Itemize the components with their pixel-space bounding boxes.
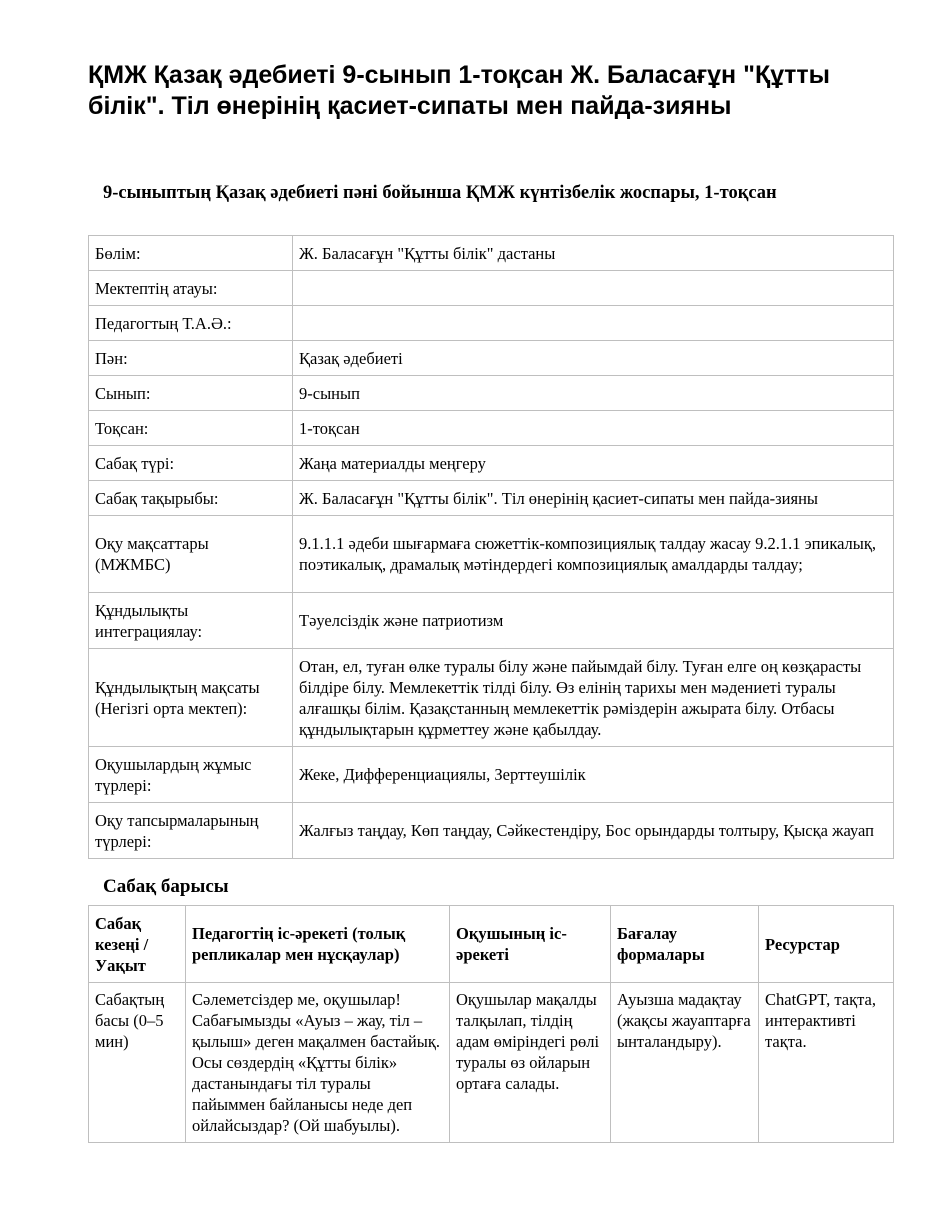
info-label: Құндылықтың мақсаты (Негізгі орта мектеп): [89, 649, 293, 747]
lesson-header-row [89, 906, 894, 983]
info-row-section [89, 236, 894, 271]
info-row-lesson-topic [89, 481, 894, 516]
info-row-teacher [89, 306, 894, 341]
lesson-row [89, 983, 894, 1143]
info-label: Бөлім: [89, 236, 293, 271]
info-row-school [89, 271, 894, 306]
info-value [293, 271, 894, 306]
info-value: 9-сынып [293, 376, 894, 411]
info-label: Оқушылардың жұмыс түрлері: [89, 747, 293, 803]
info-label: Оқу мақсаттары (МЖМБС) [89, 516, 293, 593]
info-row-task-types [89, 803, 894, 859]
lesson-stage-cell: Сабақтың басы (0–5 мин) [89, 983, 186, 1143]
info-value: Тәуелсіздік және патриотизм [293, 593, 894, 649]
lesson-progress-table [88, 905, 894, 1143]
info-value [293, 306, 894, 341]
resources-cell: ChatGPT, тақта, интерактивті тақта. [759, 983, 894, 1143]
info-label: Пән: [89, 341, 293, 376]
info-row-lesson-type [89, 446, 894, 481]
info-row-value-integration [89, 593, 894, 649]
info-value: Жалғыз таңдау, Көп таңдау, Сәйкестендіру, Бос орындарды толтыру, Қысқа жауап [293, 803, 894, 859]
info-label: Мектептің атауы: [89, 271, 293, 306]
info-label: Құндылықты интеграциялау: [89, 593, 293, 649]
column-header-student-activity: Оқушының іс-әрекеті [450, 906, 611, 983]
info-row-quarter [89, 411, 894, 446]
info-value: 9.1.1.1 әдеби шығармаға сюжеттік-композициялық талдау жасау 9.2.1.1 эпикалық, поэтикалық, драмалық мәтіндердегі композициялық амалдарды талдау; [293, 516, 894, 593]
info-value: Отан, ел, туған өлке туралы білу және пайымдай білу. Туған елге оң көзқарасты білдіре білу. Мемлекеттік тілді білу. Өз елінің тарихы мен мәдениеті туралы алғашқы білім. Қазақстанның мемлекеттік рәміздерін ажырата білу. Отбасы құндылықтарын құрметтеу және қабылдау. [293, 649, 894, 747]
info-value: Ж. Баласағұн "Құтты білік" дастаны [293, 236, 894, 271]
column-header-resources: Ресурстар [759, 906, 894, 983]
teacher-activity-cell: Сәлеметсіздер ме, оқушылар! Сабағымызды «Ауыз – жау, тіл – қылыш» деген мақалмен бастайық. Осы сөздердің «Құтты білік» дастанындағы тіл туралы пайыммен байланысы неде деп ойлайсыздар? (Ой шабуылы). [186, 983, 450, 1143]
info-value: Жаңа материалды меңгеру [293, 446, 894, 481]
info-row-value-goal [89, 649, 894, 747]
plan-subtitle: 9-сыныптың Қазақ әдебиеті пәні бойынша ҚМЖ күнтізбелік жоспары, 1-тоқсан [103, 183, 777, 203]
column-header-stage: Сабақ кезеңі / Уақыт [89, 906, 186, 983]
assessment-cell: Ауызша мадақтау (жақсы жауаптарға ынталандыру). [611, 983, 759, 1143]
page-title: ҚМЖ Қазақ әдебиеті 9-сынып 1-тоқсан Ж. Баласағұн "Құтты білік". Тіл өнерінің қасиет-сипаты мен пайда-зияны [88, 61, 830, 120]
info-label: Сынып: [89, 376, 293, 411]
column-header-assessment: Бағалау формалары [611, 906, 759, 983]
info-value: Қазақ әдебиеті [293, 341, 894, 376]
info-value: Жеке, Дифференциациялы, Зерттеушілік [293, 747, 894, 803]
info-value: Ж. Баласағұн "Құтты білік". Тіл өнерінің қасиет-сипаты мен пайда-зияны [293, 481, 894, 516]
info-row-work-types [89, 747, 894, 803]
info-label: Педагогтың Т.А.Ә.: [89, 306, 293, 341]
info-row-subject [89, 341, 894, 376]
student-activity-cell: Оқушылар мақалды талқылап, тілдің адам өміріндегі рөлі туралы өз ойларын ортаға салады. [450, 983, 611, 1143]
column-header-teacher-activity: Педагогтің іс-әрекеті (толық репликалар мен нұсқаулар) [186, 906, 450, 983]
info-row-learning-objectives [89, 516, 894, 593]
lesson-progress-heading: Сабақ барысы [103, 876, 229, 897]
info-label: Оқу тапсырмаларының түрлері: [89, 803, 293, 859]
info-label: Сабақ түрі: [89, 446, 293, 481]
lesson-info-table [88, 235, 894, 859]
info-label: Сабақ тақырыбы: [89, 481, 293, 516]
info-row-grade [89, 376, 894, 411]
info-label: Тоқсан: [89, 411, 293, 446]
info-value: 1-тоқсан [293, 411, 894, 446]
